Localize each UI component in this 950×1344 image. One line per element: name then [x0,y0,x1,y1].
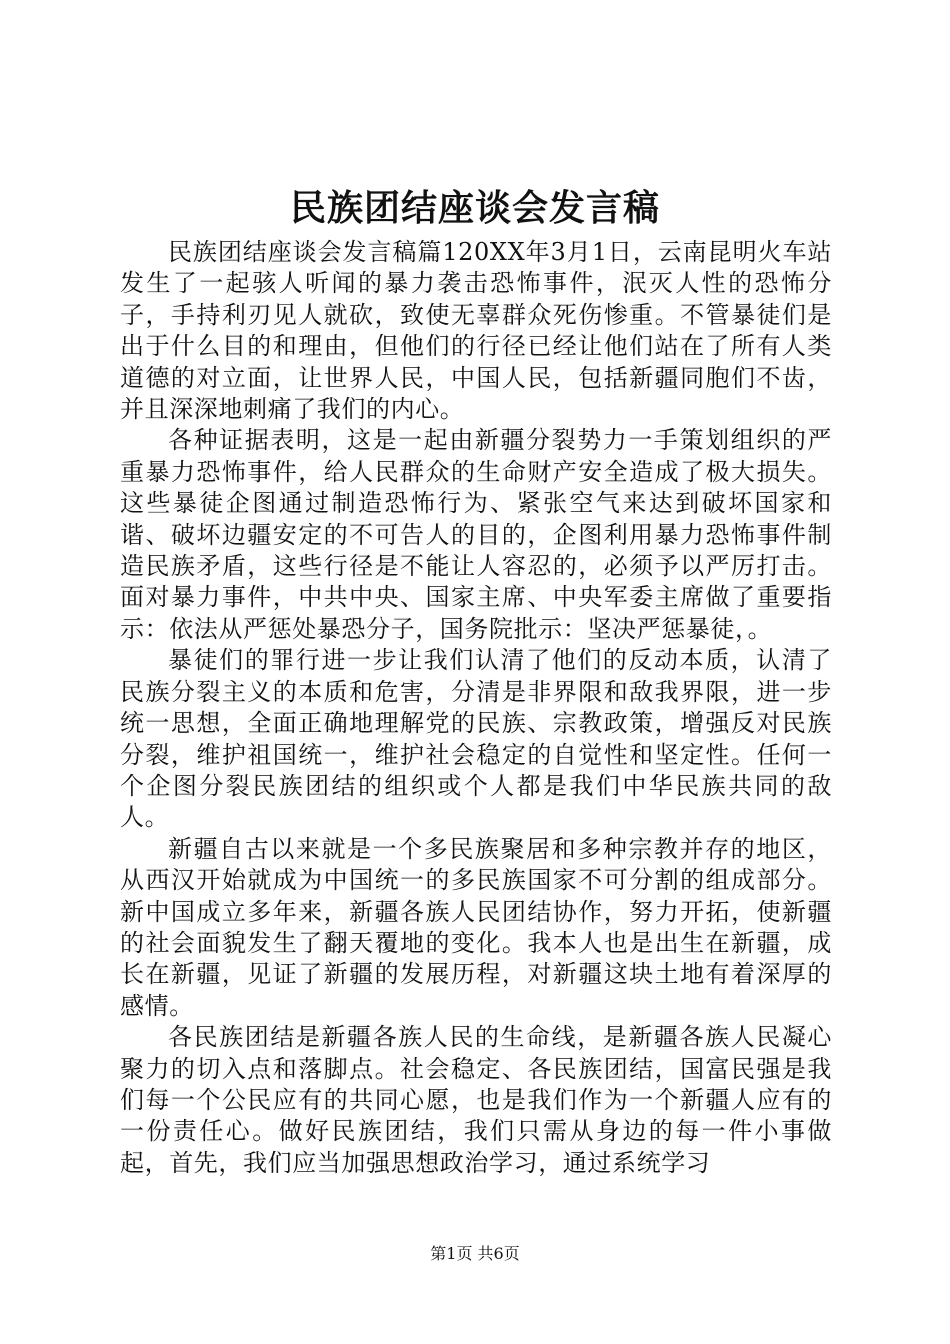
paragraph: 民族团结座谈会发言稿篇120XX年3月1日，云南昆明火车站发生了一起骇人听闻的暴力袭击恐怖事件，泯灭人性的恐怖分子，手持利刃见人就砍，致使无辜群众死伤惨重。不管暴徒们是出于什么目的和理由，但他们的行径已经让他们站在了所有人类道德的对立面，让世界人民，中国人民，包括新疆同胞们不齿，并且深深地刺痛了我们的内心。 [120,238,832,424]
page-footer: 第1页 共6页 [430,1244,520,1263]
paragraph: 各民族团结是新疆各族人民的生命线，是新疆各族人民凝心聚力的切入点和落脚点。社会稳定、各民族团结，国富民强是我们每一个公民应有的共同心愿，也是我们作为一个新疆人应有的一份责任心。做好民族团结，我们只需从身边的每一件小事做起，首先，我们应当加强思想政治学习，通过系统学习 [120,1023,832,1177]
paragraph: 各种证据表明，这是一起由新疆分裂势力一手策划组织的严重暴力恐怖事件，给人民群众的生命财产安全造成了极大损失。这些暴徒企图通过制造恐怖行为、紧张空气来达到破坏国家和谐、破坏边疆安定的不可告人的目的，企图利用暴力恐怖事件制造民族矛盾，这些行径是不能让人容忍的，必须予以严厉打击。面对暴力事件，中共中央、国家主席、中央军委主席做了重要指示：依法从严惩处暴恐分子，国务院批示：坚决严惩暴徒，。 [120,426,832,643]
page-title: 民族团结座谈会发言稿 [289,187,660,229]
paragraph: 新疆自古以来就是一个多民族聚居和多种宗教并存的地区，从西汉开始就成为中国统一的多民族国家不可分割的组成部分。新中国成立多年来，新疆各族人民团结协作，努力开拓，使新疆的社会面貌发生了翻天覆地的变化。我本人也是出生在新疆，成长在新疆，见证了新疆的发展历程，对新疆这块土地有着深厚的感情。 [120,834,832,1020]
paragraph: 暴徒们的罪行进一步让我们认清了他们的反动本质，认清了民族分裂主义的本质和危害，分清是非界限和敌我界限，进一步统一思想，全面正确地理解党的民族、宗教政策，增强反对民族分裂，维护祖国统一，维护社会稳定的自觉性和坚定性。任何一个企图分裂民族团结的组织或个人都是我们中华民族共同的敌人。 [120,646,832,832]
document-body [120,237,832,1179]
